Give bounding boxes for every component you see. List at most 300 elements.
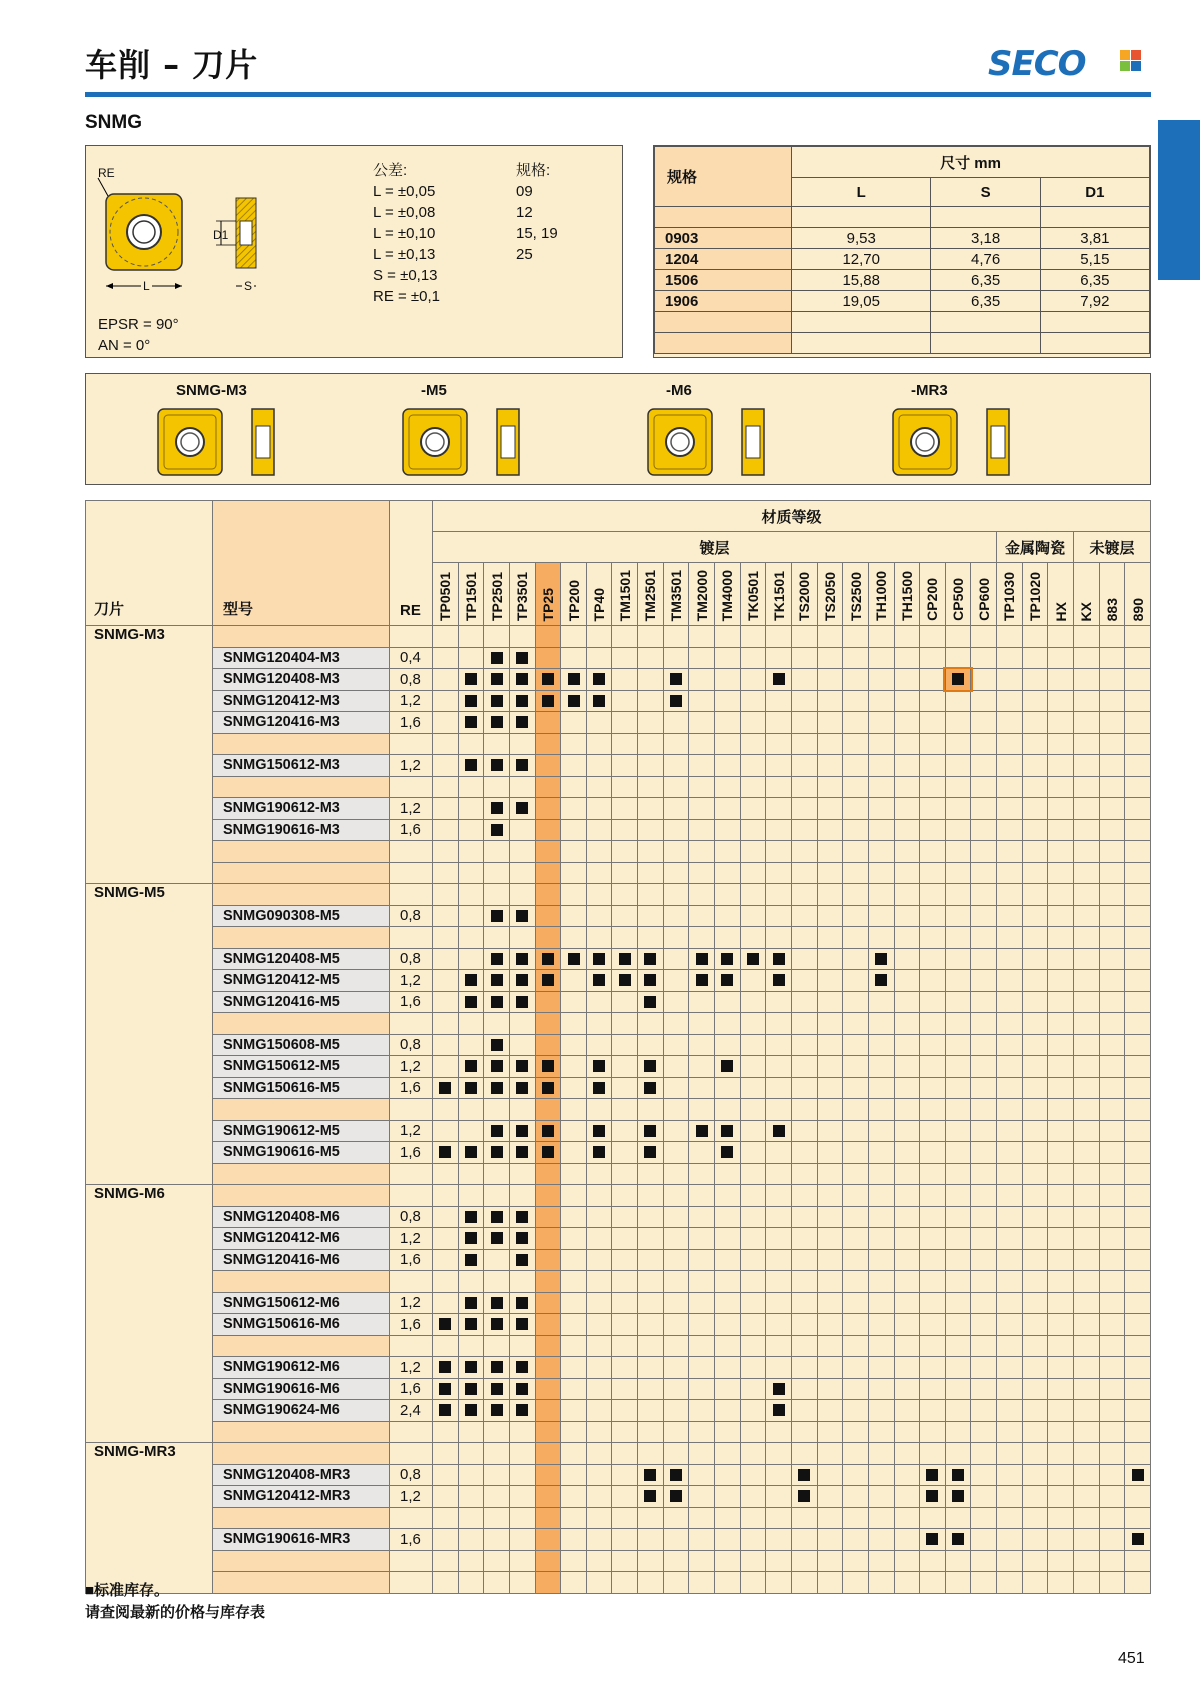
grade-cell [458, 1163, 484, 1185]
grade-cell [1074, 1099, 1100, 1121]
stock-mark [491, 1361, 503, 1373]
grade-cell [894, 970, 920, 992]
grade-cell [715, 927, 741, 949]
grade-cell [1074, 884, 1100, 906]
grade-cell [971, 1292, 997, 1314]
grade-cell [843, 1099, 869, 1121]
grade-cell [817, 798, 843, 820]
stock-mark [644, 974, 656, 986]
grade-cell [1022, 991, 1048, 1013]
grade-cell [920, 991, 946, 1013]
grade-cell [1048, 1206, 1074, 1228]
grade-cell [1022, 1421, 1048, 1443]
grade-cell [561, 1056, 587, 1078]
grade-cell [817, 733, 843, 755]
stock-mark [670, 695, 682, 707]
grade-cell [817, 1378, 843, 1400]
table-row [86, 712, 1151, 734]
grade-cell [791, 1550, 817, 1572]
grade-cell [1099, 862, 1125, 884]
re-cell: 1,2 [390, 690, 433, 712]
grade-cell [586, 1271, 612, 1293]
tolerance-title: 公差: [373, 162, 408, 179]
stock-mark [773, 673, 785, 685]
grade-cell [997, 1034, 1023, 1056]
grade-cell [791, 1056, 817, 1078]
grade-cell [1125, 1120, 1151, 1142]
grade-cell [535, 1056, 561, 1078]
grade-cell [715, 1120, 741, 1142]
grade-cell [791, 970, 817, 992]
grade-cell [1022, 712, 1048, 734]
grade-cell [997, 1056, 1023, 1078]
table-row [86, 1077, 1151, 1099]
grade-cell [945, 647, 971, 669]
dim-cell-code: 1204 [655, 249, 792, 270]
grade-cell [945, 1249, 971, 1271]
grade-cell [1125, 948, 1151, 970]
grade-cell [1099, 690, 1125, 712]
re-cell: 1,2 [390, 1486, 433, 1508]
grade-cell [1074, 647, 1100, 669]
table-row [86, 948, 1151, 970]
grade-cell [612, 1142, 638, 1164]
grade-cell [638, 1185, 664, 1207]
grade-cell [433, 1335, 459, 1357]
grade-cell [997, 970, 1023, 992]
grade-cell [740, 862, 766, 884]
grade-cell [433, 669, 459, 691]
grade-cell [484, 1529, 510, 1551]
grade-cell [535, 819, 561, 841]
grade-cell [1022, 1249, 1048, 1271]
grade-cell [458, 1550, 484, 1572]
grade-label: TM4000 [719, 569, 736, 621]
re-label: RE [98, 166, 115, 180]
grade-header-tp0501 [433, 563, 459, 626]
geometry-insert-image [891, 406, 1031, 481]
grade-cell [971, 1314, 997, 1336]
stock-mark [542, 953, 554, 965]
grade-header-cp600 [971, 563, 997, 626]
stock-mark [491, 673, 503, 685]
grade-cell [817, 1357, 843, 1379]
grade-cell [1048, 991, 1074, 1013]
grade-cell [638, 690, 664, 712]
grade-cell [1099, 948, 1125, 970]
grade-cell [1125, 690, 1151, 712]
grade-cell [971, 884, 997, 906]
grade-cell [817, 927, 843, 949]
grade-cell [433, 1550, 459, 1572]
grade-cell [638, 1486, 664, 1508]
grade-cell [1048, 1249, 1074, 1271]
re-cell: 1,2 [390, 798, 433, 820]
grade-cell [817, 1163, 843, 1185]
header-model: 型号 [213, 501, 390, 626]
grade-cell [843, 690, 869, 712]
grade-cell [791, 1185, 817, 1207]
grade-cell [484, 1443, 510, 1465]
grade-cell [1125, 1507, 1151, 1529]
grade-cell [1099, 1550, 1125, 1572]
grade-cell [561, 1034, 587, 1056]
grade-cell [663, 647, 689, 669]
grade-cell [868, 690, 894, 712]
grade-cell [766, 712, 792, 734]
grade-cell [997, 1249, 1023, 1271]
grade-cell [509, 884, 535, 906]
grade-cell [1048, 712, 1074, 734]
grade-cell [561, 1443, 587, 1465]
grade-cell [484, 1185, 510, 1207]
grade-cell [715, 1550, 741, 1572]
grade-cell [484, 1335, 510, 1357]
grade-cell [433, 1271, 459, 1293]
grade-cell [561, 991, 587, 1013]
stock-mark [491, 974, 503, 986]
grade-cell [1022, 1335, 1048, 1357]
grade-cell [740, 1099, 766, 1121]
grade-cell [791, 1421, 817, 1443]
grade-cell [638, 1357, 664, 1379]
grade-cell [817, 884, 843, 906]
stock-mark [491, 910, 503, 922]
grade-label: 883 [1103, 597, 1120, 621]
grade-cell [1099, 991, 1125, 1013]
stock-mark [644, 996, 656, 1008]
grade-cell [509, 690, 535, 712]
model-cell: SNMG190616-M5 [213, 1142, 390, 1164]
grade-cell [843, 1056, 869, 1078]
grade-cell [1099, 1292, 1125, 1314]
stock-mark [491, 759, 503, 771]
grade-cell [561, 1142, 587, 1164]
grade-cell [1022, 776, 1048, 798]
grade-cell [920, 1099, 946, 1121]
stock-mark [593, 1125, 605, 1137]
grade-cell [484, 948, 510, 970]
grade-cell [740, 1400, 766, 1422]
grade-cell [433, 1034, 459, 1056]
grade-cell [766, 1529, 792, 1551]
grade-cell [535, 862, 561, 884]
grade-grid-wrap [85, 500, 1151, 1594]
re-cell: 1,6 [390, 712, 433, 734]
grade-cell [817, 626, 843, 648]
grade-label: CP600 [975, 578, 992, 621]
re-cell: 1,6 [390, 991, 433, 1013]
stock-mark [952, 1533, 964, 1545]
grade-cell [1022, 1185, 1048, 1207]
grade-cell [535, 798, 561, 820]
grade-cell [868, 1013, 894, 1035]
stock-mark [644, 1060, 656, 1072]
grade-cell [766, 1486, 792, 1508]
grade-cell [638, 1464, 664, 1486]
grade-cell [1048, 1335, 1074, 1357]
grade-cell [920, 1271, 946, 1293]
grade-cell [1125, 841, 1151, 863]
stock-mark [491, 1039, 503, 1051]
grade-cell [868, 1464, 894, 1486]
grade-cell [1125, 1099, 1151, 1121]
dim-cell-code: 1506 [655, 270, 792, 291]
grade-cell [1099, 1314, 1125, 1336]
size-title: 规格: [516, 162, 551, 179]
grade-cell [1099, 1378, 1125, 1400]
grade-header-kx [1074, 563, 1100, 626]
dim-size-header: 规格 [655, 147, 792, 207]
table-row [86, 1185, 1151, 1207]
grade-cell [920, 712, 946, 734]
grade-cell [945, 712, 971, 734]
grade-cell [868, 798, 894, 820]
stock-mark [516, 996, 528, 1008]
grade-cell [894, 798, 920, 820]
grade-cell [1074, 690, 1100, 712]
page-title: 车削 – 刀片 [85, 46, 259, 84]
grade-cell [612, 1507, 638, 1529]
grade-cell [1022, 884, 1048, 906]
size-item: 12 [516, 204, 533, 221]
grade-cell [1099, 712, 1125, 734]
grade-cell [586, 927, 612, 949]
stock-mark [491, 1404, 503, 1416]
grade-cell [561, 1185, 587, 1207]
grade-cell [509, 1034, 535, 1056]
grade-cell [561, 1378, 587, 1400]
grade-cell [997, 1099, 1023, 1121]
grade-cell [1074, 1034, 1100, 1056]
grade-cell [971, 1013, 997, 1035]
grade-cell [791, 690, 817, 712]
grade-cell [1125, 1056, 1151, 1078]
grade-cell [1048, 626, 1074, 648]
grade-cell [586, 1034, 612, 1056]
header-grades: 材质等级 [433, 501, 1151, 532]
grade-cell [868, 884, 894, 906]
grade-cell [1125, 1249, 1151, 1271]
grade-cell [1125, 862, 1151, 884]
grade-cell [868, 669, 894, 691]
grade-cell [612, 1400, 638, 1422]
grade-cell [894, 690, 920, 712]
grade-cell [612, 798, 638, 820]
grade-cell [766, 1228, 792, 1250]
model-cell [213, 1550, 390, 1572]
stock-mark [542, 1060, 554, 1072]
grade-cell [1074, 1228, 1100, 1250]
re-cell [390, 1421, 433, 1443]
grade-cell [433, 1185, 459, 1207]
grade-cell [1099, 884, 1125, 906]
grade-header-883 [1099, 563, 1125, 626]
re-cell [390, 1271, 433, 1293]
grade-cell [740, 991, 766, 1013]
stock-mark [721, 974, 733, 986]
grade-header-cp200 [920, 563, 946, 626]
grade-cell [868, 1529, 894, 1551]
grade-cell [1099, 669, 1125, 691]
table-row [86, 1400, 1151, 1422]
grade-cell [1048, 1034, 1074, 1056]
stock-mark [926, 1490, 938, 1502]
grade-cell [971, 905, 997, 927]
grade-cell [715, 841, 741, 863]
grade-cell [920, 1443, 946, 1465]
grade-cell [817, 1185, 843, 1207]
grade-cell [1099, 970, 1125, 992]
grade-cell [689, 905, 715, 927]
grade-cell [484, 1378, 510, 1400]
grade-cell [638, 1077, 664, 1099]
stock-mark [491, 1146, 503, 1158]
grade-cell [945, 1357, 971, 1379]
grade-cell [843, 1357, 869, 1379]
grade-cell [535, 669, 561, 691]
grade-cell [971, 712, 997, 734]
grade-cell [458, 1464, 484, 1486]
grade-cell [509, 927, 535, 949]
grade-cell [689, 1507, 715, 1529]
geometry-insert-image [646, 406, 786, 481]
grade-cell [433, 1357, 459, 1379]
grade-cell [484, 884, 510, 906]
grade-cell [920, 1550, 946, 1572]
grade-cell [740, 1486, 766, 1508]
grade-cell [791, 884, 817, 906]
stock-mark [465, 1297, 477, 1309]
grade-cell [561, 1572, 587, 1594]
grade-cell [1048, 1357, 1074, 1379]
stock-mark [491, 1383, 503, 1395]
grade-cell [689, 669, 715, 691]
grade-cell [561, 905, 587, 927]
grade-cell [663, 948, 689, 970]
stock-mark [465, 1383, 477, 1395]
grade-cell [1099, 927, 1125, 949]
grade-cell [791, 1314, 817, 1336]
model-cell [213, 1421, 390, 1443]
grade-cell [868, 1249, 894, 1271]
grade-cell [561, 1120, 587, 1142]
grade-cell [766, 776, 792, 798]
grade-cell [791, 1443, 817, 1465]
grade-cell [997, 1529, 1023, 1551]
stock-mark [491, 1211, 503, 1223]
grade-cell [586, 1486, 612, 1508]
re-cell [390, 626, 433, 648]
grade-cell [945, 927, 971, 949]
grade-cell [894, 819, 920, 841]
grade-cell [509, 669, 535, 691]
grade-cell [971, 798, 997, 820]
stock-mark [516, 1060, 528, 1072]
grade-cell [509, 712, 535, 734]
grade-cell [740, 1013, 766, 1035]
grade-cell [458, 1034, 484, 1056]
grade-cell [766, 755, 792, 777]
grade-cell [715, 1163, 741, 1185]
grade-cell [1022, 1443, 1048, 1465]
grade-cell [1022, 948, 1048, 970]
re-cell [390, 1163, 433, 1185]
grade-header-tk1501 [766, 563, 792, 626]
grade-cell [715, 798, 741, 820]
grade-cell [586, 991, 612, 1013]
grade-cell [766, 884, 792, 906]
grade-cell [715, 1292, 741, 1314]
stock-mark [593, 673, 605, 685]
re-cell: 0,4 [390, 647, 433, 669]
grade-cell [1074, 626, 1100, 648]
grade-cell [1074, 1572, 1100, 1594]
grade-cell [920, 1572, 946, 1594]
grade-cell [817, 841, 843, 863]
stock-mark [593, 695, 605, 707]
grade-cell [997, 948, 1023, 970]
grade-cell [971, 1486, 997, 1508]
grade-cell [689, 1335, 715, 1357]
grade-cell [1125, 1228, 1151, 1250]
grade-cell [458, 905, 484, 927]
grade-cell [715, 862, 741, 884]
grade-cell [740, 1056, 766, 1078]
grade-cell [740, 1572, 766, 1594]
grade-cell [920, 1464, 946, 1486]
grade-cell [509, 1464, 535, 1486]
grade-cell [1022, 1357, 1048, 1379]
grade-cell [1125, 1013, 1151, 1035]
grade-cell [535, 755, 561, 777]
grade-cell [945, 1314, 971, 1336]
grade-cell [791, 1120, 817, 1142]
model-cell: SNMG150608-M5 [213, 1034, 390, 1056]
grade-cell [1074, 1464, 1100, 1486]
grade-cell [894, 647, 920, 669]
header-uncoated: 未镀层 [1074, 532, 1151, 563]
grade-cell [715, 1335, 741, 1357]
grade-cell [535, 905, 561, 927]
grade-cell [971, 1550, 997, 1572]
grade-cell [868, 1292, 894, 1314]
grade-cell [971, 862, 997, 884]
grade-cell [612, 690, 638, 712]
grade-cell [535, 1228, 561, 1250]
grade-cell [843, 1034, 869, 1056]
grade-cell [1022, 733, 1048, 755]
grade-cell [586, 647, 612, 669]
grade-cell [766, 690, 792, 712]
model-cell: SNMG190612-M3 [213, 798, 390, 820]
grade-cell [1125, 905, 1151, 927]
grade-cell [715, 1314, 741, 1336]
grade-cell [458, 862, 484, 884]
grade-cell [1074, 1292, 1100, 1314]
grade-cell [1125, 1142, 1151, 1164]
model-cell: SNMG120412-M3 [213, 690, 390, 712]
grade-cell [1022, 1400, 1048, 1422]
grade-cell [1074, 1357, 1100, 1379]
geometry-insert-image [156, 406, 296, 481]
grade-cell [740, 1378, 766, 1400]
grade-cell [1125, 1378, 1151, 1400]
grade-cell [1022, 755, 1048, 777]
grade-cell [1099, 1013, 1125, 1035]
grade-cell [817, 1507, 843, 1529]
grade-cell [509, 733, 535, 755]
